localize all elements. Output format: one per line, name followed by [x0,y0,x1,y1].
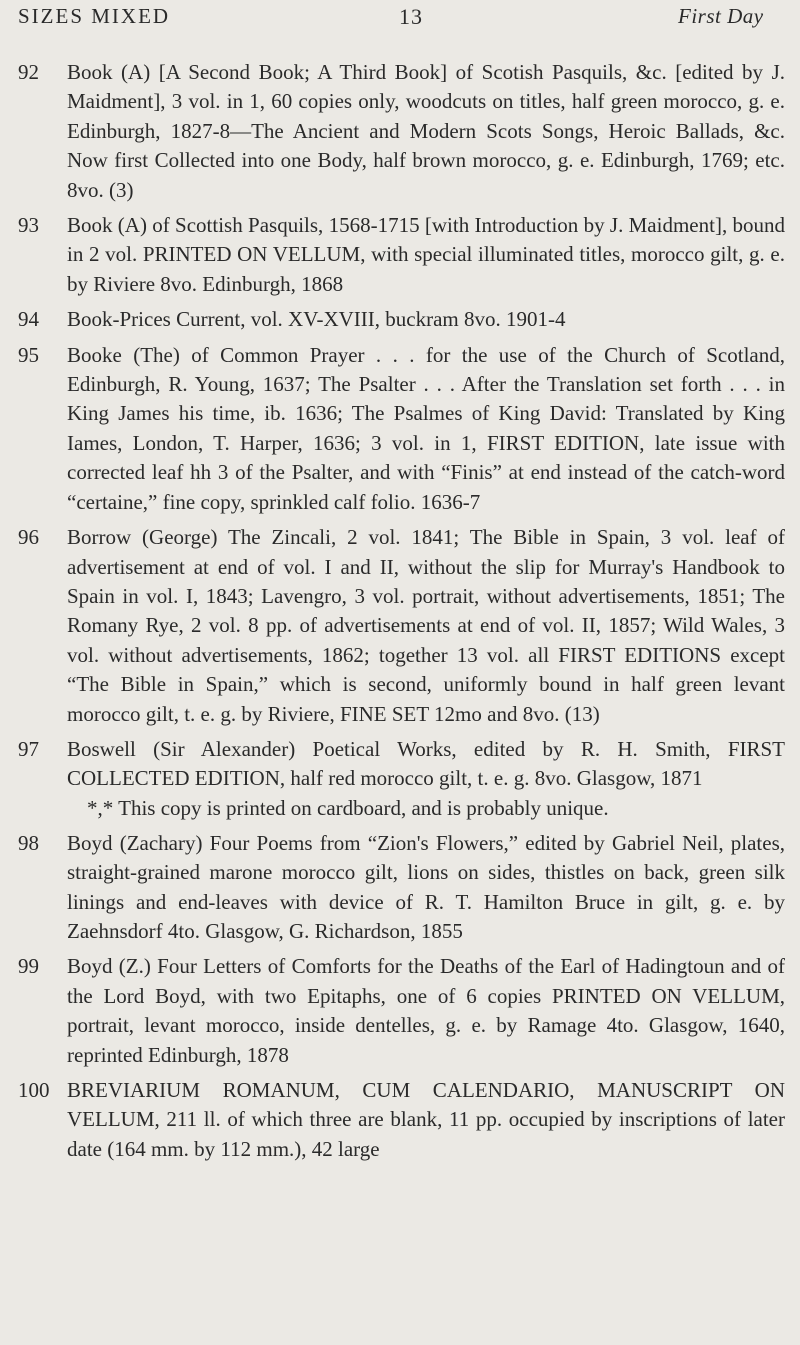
lot-description: Book-Prices Current, vol. XV-XVIII, buckram 8vo. 1901-4 [67,307,566,332]
page-number: 13 [399,4,423,29]
lot-number: 99 [18,954,39,979]
lot-number: 96 [18,525,39,550]
lot-description: Boyd (Zachary) Four Poems from “Zion's Flowers,” edited by Gabriel Neil, plates, straight-grained marone morocco gilt, lions on sides, thistles on back, green silk linings and end-leaves with device of R. T. Hamilton Bruce in gilt, g. e. by Zaehnsdorf 4to. Glasgow, G. Richardson, 1855 [67,830,785,943]
lot-description: Booke (The) of Common Prayer . . . for the use of the Church of Scotland, Edinburgh, R. Young, 1637; The Psalter . . . After the Translation set forth . . . in King James his time, ib. 1636; The Psalmes of King David: Translated by King Iames, London, T. Harper, 1636; 3 vol. in 1, FIRST EDITION, late issue with corrected leaf hh 3 of the Psalter, and with “Finis” at end instead of the catch-word “certaine,” fine copy, sprinkled calf folio. 1636-7 [67,342,785,514]
lot-number: 93 [18,213,39,238]
lot-entry [0,952,800,1070]
lot-entry [0,735,800,823]
lot-entry [0,211,800,299]
lot-description: Borrow (George) The Zincali, 2 vol. 1841; The Bible in Spain, 3 vol. leaf of advertisement at end of vol. I and II, without the slip for Murray's Handbook to Spain in vol. I, 1843; Lavengro, 3 vol. portrait, without advertisements, 1851; The Romany Rye, 2 vol. 8 pp. of advertisements at end of vol. II, 1857; Wild Wales, 3 vol. without advertisements, 1862; together 13 vol. all FIRST EDITIONS except “The Bible in Spain,” which is second, uniformly bound in half green levant morocco gilt, t. e. g. by Riviere, FINE SET 12mo and 8vo. (13) [67,525,785,726]
running-header [0,0,800,40]
section-heading: SIZES MIXED [18,4,171,28]
lot-description: Boyd (Z.) Four Letters of Comforts for the Deaths of the Earl of Hadingtoun and of the Lord Boyd, with two Epitaphs, one of 6 copies PRINTED ON VELLUM, portrait, levant morocco, inside dentelles, g. e. by Ramage 4to. Glasgow, 1640, reprinted Edinburgh, 1878 [67,954,785,1067]
lot-entry [0,523,800,729]
lot-description: BREVIARIUM ROMANUM, CUM CALENDARIO, MANUSCRIPT ON VELLUM, 211 ll. of which three are blank, 11 pp. occupied by inscriptions of later date (164 mm. by 112 mm.), 42 large [67,1078,785,1161]
lot-entry [0,341,800,517]
lot-entry [0,829,800,947]
sale-day: First Day [678,4,764,28]
lot-number: 100 [18,1078,50,1102]
lot-number: 94 [18,307,39,332]
lot-number: 95 [18,342,39,367]
lot-entry [0,58,800,205]
lot-list [0,58,800,1170]
lot-note: *,* This copy is printed on cardboard, and is probably unique. [87,795,609,820]
lot-number: 97 [18,736,39,761]
lot-description: Book (A) of Scottish Pasquils, 1568-1715 [with Introduction by J. Maidment], bound in 2 vol. PRINTED ON VELLUM, with special illuminated titles, morocco gilt, g. e. by Riviere 8vo. Edinburgh, 1868 [67,213,785,296]
lot-entry [0,1076,800,1164]
lot-description: Boswell (Sir Alexander) Poetical Works, edited by R. H. Smith, FIRST COLLECTED EDITION, half red morocco gilt, t. e. g. 8vo. Glasgow, 1871 [67,736,785,791]
lot-number: 92 [18,60,39,84]
lot-number: 98 [18,830,39,855]
lot-description: Book (A) [A Second Book; A Third Book] of Scotish Pasquils, &c. [edited by J. Maidment], 3 vol. in 1, 60 copies only, woodcuts on titles, half green morocco, g. e. Edinburgh, 1827-8—The Ancient and Modern Scots Songs, Heroic Ballads, &c. Now first Collected into one Body, half brown morocco, g. e. Edinburgh, 1769; etc. 8vo. (3) [67,60,785,202]
lot-entry [0,305,800,334]
